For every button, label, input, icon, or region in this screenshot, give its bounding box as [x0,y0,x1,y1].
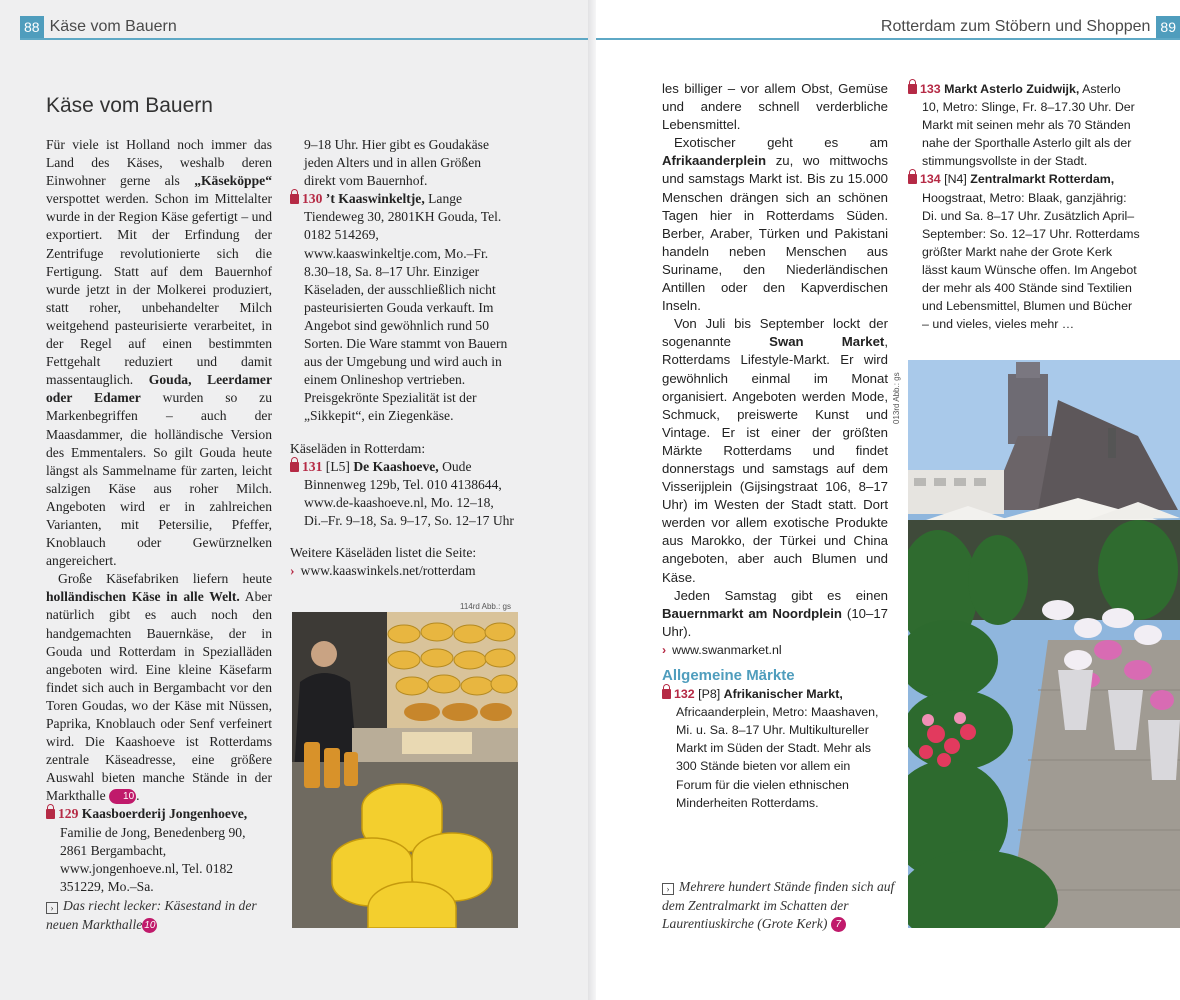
central-market-photo [908,360,1180,928]
running-head-left [20,16,177,38]
paragraph-swan-market: Von Juli bis September lockt der sogenannte Swan Market, Rotterdams Lifestyle-Markt. Er wird gewöhnlich einmal im Monat organisiert. Angeboten werden Mode, Schmuck, preiswerte Kunst und Vintage. Er ist einer der größten Märkte Rotterdams und findet donnerstags und samstags auf dem Visserijplein (Gijsingstraat 106, 8–17 Uhr) im Westen der Stadt statt. Dort werden vor allem exotische Produkte aus Marokko, der Türkei und China angeboten, aber auch Blumen und Käse. [662,316,888,585]
lock-icon [908,174,917,184]
left-page [0,0,588,1000]
link-arrow-icon: › [290,563,295,579]
photo-credit-cheese: 114rd Abb.: gs [460,602,511,611]
photo-credit-market: 013rd Abb.: gs [892,372,901,424]
section-heading-markets: Allgemeine Märkte [662,667,795,684]
swan-market-link[interactable]: › www.swanmarket.nl [662,642,782,657]
paragraph-factories: Große Käsefabriken liefern heute holländischen Käse in alle Welt. Aber natürlich gibt es auch noch den handgemachten Bauernkäse, der in Gouda und Rotterdam in Spezialläden angeboten wird. Eine kleine Käsefarm findet sich auch in Bergambacht vor den Toren Goudas, wo der Käse mit Nüssen, Paprika, Knoblauch oder Senf verfeinert wird. Die Kaashoeve ist Rotterdams zentrale Käseadresse, eine größere Auswahl bieten manche Stände in der Markthalle 10 . [46,571,272,804]
map-marker-7: 7 [831,917,846,932]
book-gutter [588,0,596,1000]
listing-133: 133 Markt Asterlo Zuidwijk, Asterlo 10, Metro: Slinge, Fr. 8–17.30 Uhr. Der Markt mit seinen mehr als 70 Ständen nahe der Sporthalle Asterlo gilt als der stimmungsvollste in der Stadt. [908,80,1140,170]
caption-box-icon: › [662,883,674,895]
cheese-stand-photo [292,612,518,928]
map-marker-10: 10 [144,919,156,931]
lock-icon [290,462,299,472]
paragraph-farmers-market: Jeden Samstag gibt es einen Bauernmarkt am Noordplein (10–17 Uhr). [662,587,888,639]
page-number-left: 88 [20,16,44,38]
paragraph-intro: Für viele ist Holland noch immer das Land des Käses, weshalb deren Einwohner gerne als „Käseköppe“ verspottet werden. Schon im Mittelalter wurde in der Region Käse gefertigt – und exportiert. Mit der Erfindung der Zentrifuge revolutionierte sich die Fertigung. Statt auf dem Bauernhof wurde jetzt in der Molkerei produziert, statt roher, unbehandelter Milch weitgehend pasteurisierte verarbeitet, in der Regel auf einen bestimmten Fettgehalt reduziert und damit massentauglich. Gouda, Leerdamer oder Edamer wurden so zu Markenbegriffen – auch der Maasdammer, die holländische Version des Emmentalers. So gilt Gouda heute längst als Sammelname für zarten, leicht salzigen Käse aus roher Milch. Angeboten wird er in zahlreichen Varianten, mit Petersilie, Pfeffer, Knoblauch oder Gewürznelken angereichert. [46,137,272,569]
header-rule-left [20,38,588,40]
market-illustration [908,360,1180,928]
lock-icon [290,194,299,204]
photo-caption-left: › Das riecht lecker: Käsestand in der neuen Markthalle 10 [46,898,257,932]
listing-132: 132 [P8] Afrikanischer Markt, Africaanderplein, Metro: Maashaven, Mi. u. Sa. 8–17 Uhr. Multikultureller Markt im Süden der Stadt. Mehr als 300 Stände bieten vor allem ein Forum für die vielen ethnischen Minderheiten Rotterdams. [662,685,888,812]
lock-icon [908,84,917,94]
map-marker-10: 10 [109,789,136,804]
lock-icon [662,689,671,699]
listing-131: 131 [L5] De Kaashoeve, Oude Binnenweg 129b, Tel. 010 4138644, www.de-kaashoeve.nl, Mo. 12–18, Di.–Fr. 9–18, Sa. 9–17, So. 12–17 Uhr [290,458,516,530]
shops-label: Käseläden in Rotterdam: [290,440,426,456]
listing-130: 130 ’t Kaaswinkeltje, Lange Tiendeweg 30, 2801KH Gouda, Tel. 0182 514269, www.kaaswinkeltje.com, Mo.–Fr. 8.30–18, Sa. 8–17 Uhr. Einziger Käseladen, der ausschließlich nicht pasteurisierten Gouda verkauft. Im Angebot sind gewöhnlich rund 50 Sorten. Die Ware stammt von Bauern aus der Umgebung und wird auch in einem Onlineshop vertrieben. Preisgekrönte Spezialität ist der „Sikkepit“, ein Ziegenkäse. [290,190,516,425]
listing-129: 129 Kaasboerderij Jongenhoeve, Familie de Jong, Benedenberg 90, 2861 Bergambacht, www.jongenhoeve.nl, Tel. 0182 351229, Mo.–Sa. [46,805,272,895]
running-head-left-text: Käse vom Bauern [49,18,177,35]
photo-caption-right: › Mehrere hundert Stände finden sich auf dem Zentralmarkt im Schatten der Laurentiuskirche (Grote Kerk) 7 [662,879,895,931]
caption-box-icon: › [46,902,58,914]
right-page [596,0,1180,1000]
cheese-shops-link[interactable]: › www.kaaswinkels.net/rotterdam [290,563,476,579]
paragraph-afrikaanderplein: Exotischer geht es am Afrikaanderplein zu, wo mittwochs und samstags Markt ist. Bis zu 15.000 Menschen drängen sich an schönen Tagen hier in Rotterdams Süden. Berber, Araber, Türken und Pakistani handeln neben Menschen aus Suriname, den Niederländischen Antillen oder den Kapverdischen Inseln. [662,135,888,314]
link-arrow-icon: › [662,642,667,657]
text-column-2 [290,136,516,580]
text-column-4 [908,80,1140,333]
lock-icon [46,809,55,819]
header-rule-right [596,38,1180,40]
page-number-right: 89 [1156,16,1180,38]
page-title: Käse vom Bauern [46,94,213,117]
running-head-right [881,16,1180,38]
cheese-stand-illustration [292,612,518,928]
listing-129-continued: 9–18 Uhr. Hier gibt es Goudakäse jeden Alters und in allen Größen direkt vom Bauernhof. [304,137,489,189]
running-head-right-text: Rotterdam zum Stöbern und Shoppen [880,18,1151,35]
text-column-1 [46,136,272,896]
paragraph-cheaper: les billiger – vor allem Obst, Gemüse und andere schnell verderbliche Lebensmittel. [662,81,888,133]
more-shops-label: Weitere Käseläden listet die Seite: [290,544,477,560]
text-column-3 [662,80,888,812]
listing-134: 134 [N4] Zentralmarkt Rotterdam, Hoogstraat, Metro: Blaak, ganzjährig: Di. und Sa. 8–17 Uhr. Zusätzlich April–September: So. 12–17 Uhr. Rotterdams größter Markt nahe der Grote Kerk lässt kaum Wünsche offen. Im Angebot der mehr als 400 Stände sind Textilien und Lebensmittel, Blumen und Bücher – und vieles, vieles mehr … [908,170,1140,333]
